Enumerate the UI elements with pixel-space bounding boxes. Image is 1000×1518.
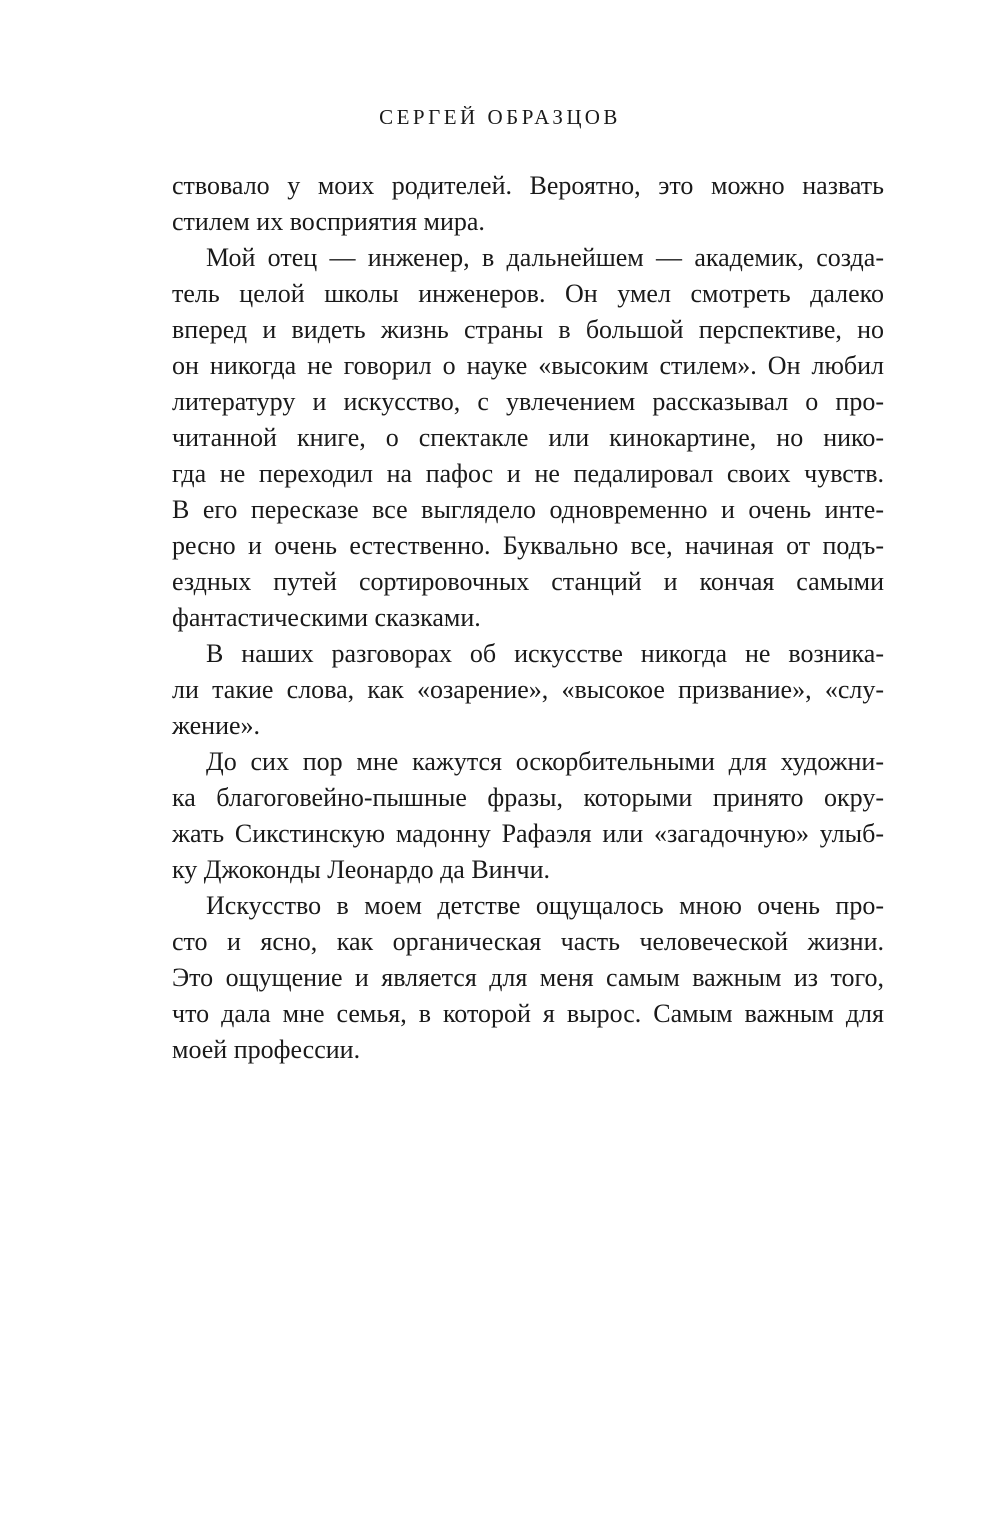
paragraph-2	[172, 240, 884, 636]
text-line: тель целой школы инженеров. Он умел смотреть далеко	[172, 279, 884, 308]
body-text	[172, 168, 884, 1068]
text-line: В наших разговорах об искусстве никогда не возника-	[206, 639, 884, 668]
text-line: он никогда не говорил о науке «высоким стилем». Он любил	[172, 351, 884, 380]
text-line: ли такие слова, как «озарение», «высокое призвание», «слу-	[172, 675, 884, 704]
running-head: СЕРГЕЙ ОБРАЗЦОВ	[379, 105, 621, 129]
text-line: читанной книге, о спектакле или кинокартине, но нико-	[172, 423, 884, 452]
text-line: литературу и искусство, с увлечением рассказывал о про-	[172, 387, 884, 416]
text-line: вперед и видеть жизнь страны в большой перспективе, но	[172, 315, 884, 344]
paragraph-4	[172, 744, 884, 888]
text-line: Искусство в моем детстве ощущалось мною очень про-	[206, 891, 884, 920]
text-line: В его пересказе все выглядело одновременно и очень инте-	[172, 495, 884, 524]
text-line: жение».	[172, 711, 261, 740]
text-line: сто и ясно, как органическая часть человеческой жизни.	[172, 927, 884, 956]
text-line: ездных путей сортировочных станций и кончая самыми	[172, 567, 884, 596]
text-line: моей профессии.	[172, 1035, 361, 1064]
text-line: стилем их восприятия мира.	[172, 207, 485, 236]
paragraph-5	[172, 888, 884, 1068]
text-line: что дала мне семья, в которой я вырос. Самым важным для	[172, 999, 884, 1028]
text-line: ка благоговейно-пышные фразы, которыми принято окру-	[172, 783, 884, 812]
paragraph-1	[172, 168, 884, 240]
text-line: Это ощущение и является для меня самым важным из того,	[172, 963, 884, 992]
text-line: ку Джоконды Леонардо да Винчи.	[172, 855, 551, 884]
text-line: ствовало у моих родителей. Вероятно, это можно назвать	[172, 171, 884, 200]
text-line: Мой отец — инженер, в дальнейшем — академик, созда-	[206, 243, 884, 272]
paragraph-3	[172, 636, 884, 744]
text-line: фантастическими сказками.	[172, 603, 481, 632]
text-line: До сих пор мне кажутся оскорбительными для художни-	[206, 747, 884, 776]
text-line: жать Сикстинскую мадонну Рафаэля или «загадочную» улыб-	[172, 819, 884, 848]
text-line: гда не переходил на пафос и не педалировал своих чувств.	[172, 459, 884, 488]
text-line: ресно и очень естественно. Буквально все, начиная от подъ-	[172, 531, 884, 560]
